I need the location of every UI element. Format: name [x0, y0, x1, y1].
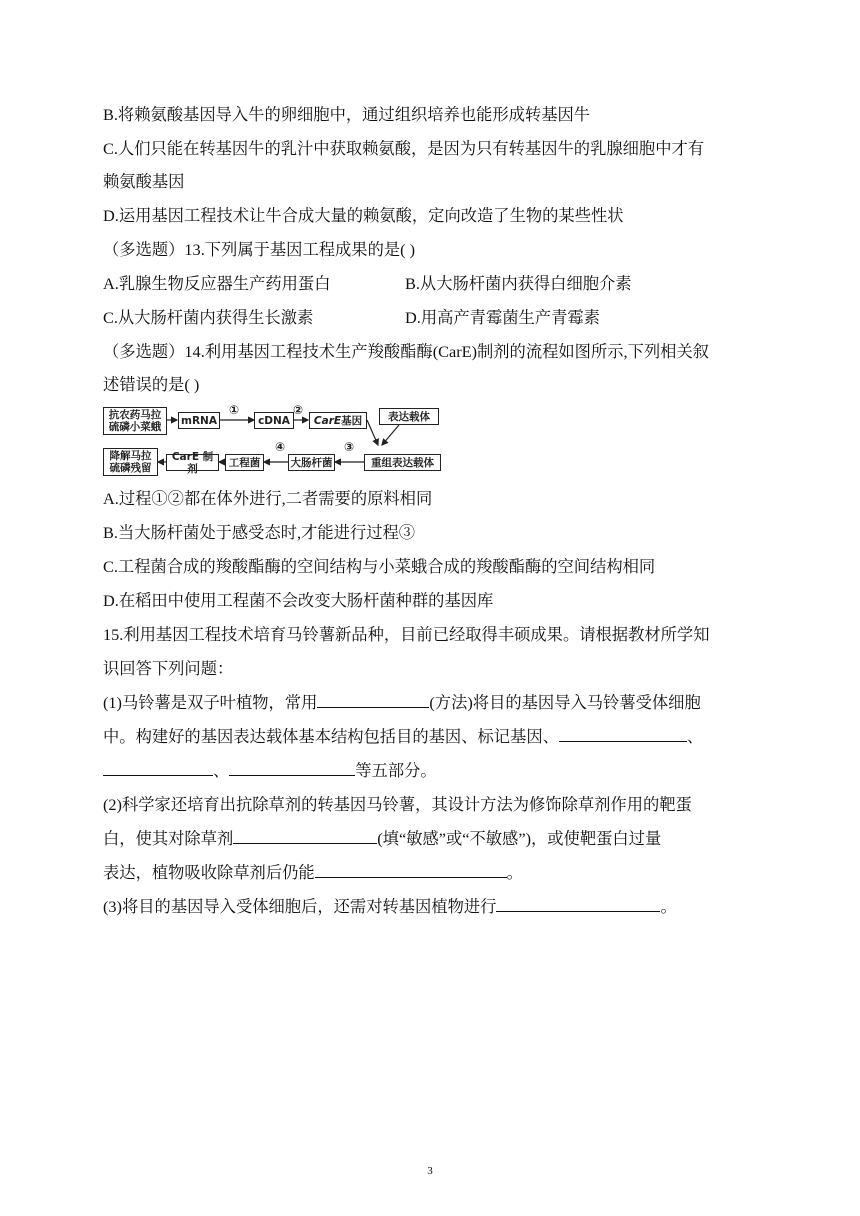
- q13-option-d: D.用高产青霉菌生产青霉素: [405, 308, 600, 327]
- q13-options-row1: [103, 274, 763, 294]
- q12-option-b: B.将赖氨酸基因导入牛的卵细胞中，通过组织培养也能形成转基因牛: [103, 105, 591, 124]
- box-degrade-residue: [103, 448, 158, 476]
- page-number: 3: [427, 1165, 433, 1177]
- box-mrna: mRNA: [178, 412, 220, 429]
- box-source-moth-line2: 硫磷小菜蛾: [108, 421, 162, 433]
- q15-part2-text-d: 表达，植物吸收除草剂后仍能: [103, 863, 315, 882]
- q15-part1-text-e: 、: [213, 761, 230, 780]
- answer-blank-vector-part-3[interactable]: [229, 761, 355, 776]
- q15-part3-text-a: (3)将目的基因导入受体细胞后，还需对转基因植物进行: [103, 897, 497, 916]
- q15-part3-text-b: 。: [660, 897, 677, 916]
- box-care-gene: [309, 412, 367, 429]
- q14-option-c: C.工程菌合成的羧酸酯酶的空间结构与小菜蛾合成的羧酸酯酶的空间结构相同: [103, 557, 656, 576]
- answer-blank-vector-part-1[interactable]: [559, 727, 687, 742]
- box-care-gene-name: CarE: [313, 414, 342, 427]
- q15-part1-line2: [103, 727, 703, 747]
- q15-part1-text-b: (方法)将目的基因导入马铃薯受体细胞: [429, 693, 701, 712]
- q14-option-a: A.过程①②都在体外进行,二者需要的原料相同: [103, 489, 433, 508]
- q13-option-a: A.乳腺生物反应器生产药用蛋白: [103, 274, 331, 293]
- answer-blank-method[interactable]: [317, 693, 429, 708]
- answer-blank-sensitivity[interactable]: [233, 829, 377, 844]
- step-3-label: ③: [344, 440, 355, 454]
- q15-stem-line2: 识回答下列问题：: [103, 659, 234, 678]
- q15-part1-line3: [103, 761, 437, 781]
- q15-part1-text-c: 中。构建好的基因表达载体基本结构包括目的基因、标记基因、: [103, 727, 559, 746]
- box-care-preparation: CarE 制剂: [166, 454, 219, 471]
- q13-option-c: C.从大肠杆菌内获得生长激素: [103, 308, 314, 327]
- box-engineered-bacteria: 工程菌: [225, 454, 264, 471]
- q15-stem-line1: 15.利用基因工程技术培育马铃薯新品种，目前已经取得丰硕成果。请根据教材所学知: [103, 625, 710, 644]
- q15-part1-text-a: (1)马铃薯是双子叶植物，常用: [103, 693, 318, 712]
- box-degrade-line2: 硫磷残留: [109, 462, 152, 474]
- q13-option-b: B.从大肠杆菌内获得白细胞介素: [405, 274, 632, 293]
- care-production-flow-diagram: [103, 405, 443, 477]
- answer-blank-vector-part-2[interactable]: [103, 761, 213, 776]
- q15-part2-line3: [103, 863, 523, 883]
- q15-part2-text-e: 。: [506, 863, 523, 882]
- q13-stem: （多选题）13.下列属于基因工程成果的是( ): [103, 240, 416, 259]
- q12-option-c-line2: 赖氨酸基因: [103, 172, 185, 191]
- q15-part1-text-f: 等五部分。: [355, 761, 437, 780]
- box-ecoli: 大肠杆菌: [288, 454, 335, 471]
- q15-part1-text-d: 、: [686, 727, 704, 746]
- box-expression-vector: 表达载体: [379, 408, 439, 425]
- step-1-label: ①: [229, 403, 240, 417]
- box-cdna: cDNA: [254, 412, 294, 429]
- q15-part2-text-b: 白，使其对除草剂: [103, 829, 234, 848]
- step-4-label: ④: [275, 440, 286, 454]
- q12-option-d: D.运用基因工程技术让牛合成大量的赖氨酸，定向改造了生物的某些性状: [103, 206, 624, 225]
- q14-stem-line1: （多选题）14.利用基因工程技术生产羧酸酯酶(CarE)制剂的流程如图所示,下列相关叙: [103, 342, 710, 361]
- answer-blank-detection[interactable]: [496, 897, 660, 912]
- box-recombinant-vector: 重组表达载体: [364, 454, 441, 471]
- box-source-moth-line1: 抗农药马拉: [108, 409, 162, 421]
- box-degrade-line1: 降解马拉: [109, 450, 152, 462]
- q15-part1-line1: [103, 693, 701, 713]
- q15-part2-line2: [103, 829, 661, 849]
- box-source-moth: [103, 407, 167, 435]
- answer-blank-plant-ability[interactable]: [315, 863, 507, 878]
- q14-option-d: D.在稻田中使用工程菌不会改变大肠杆菌种群的基因库: [103, 591, 494, 610]
- q12-option-c-line1: C.人们只能在转基因牛的乳汁中获取赖氨酸，是因为只有转基因牛的乳腺细胞中才有: [103, 139, 705, 158]
- box-care-gene-suffix: 基因: [341, 414, 363, 427]
- step-2-label: ②: [293, 403, 304, 417]
- q15-part2-line1: (2)科学家还培育出抗除草剂的转基因马铃薯，其设计方法为修饰除草剂作用的靶蛋: [103, 795, 692, 814]
- q14-option-b: B.当大肠杆菌处于感受态时,才能进行过程③: [103, 523, 416, 542]
- q13-options-row2: [103, 308, 763, 328]
- q14-stem-line2: 述错误的是( ): [103, 375, 200, 394]
- q15-part3-line1: [103, 897, 677, 917]
- q15-part2-text-c: (填“敏感”或“不敏感”)，或使靶蛋白过量: [377, 829, 662, 848]
